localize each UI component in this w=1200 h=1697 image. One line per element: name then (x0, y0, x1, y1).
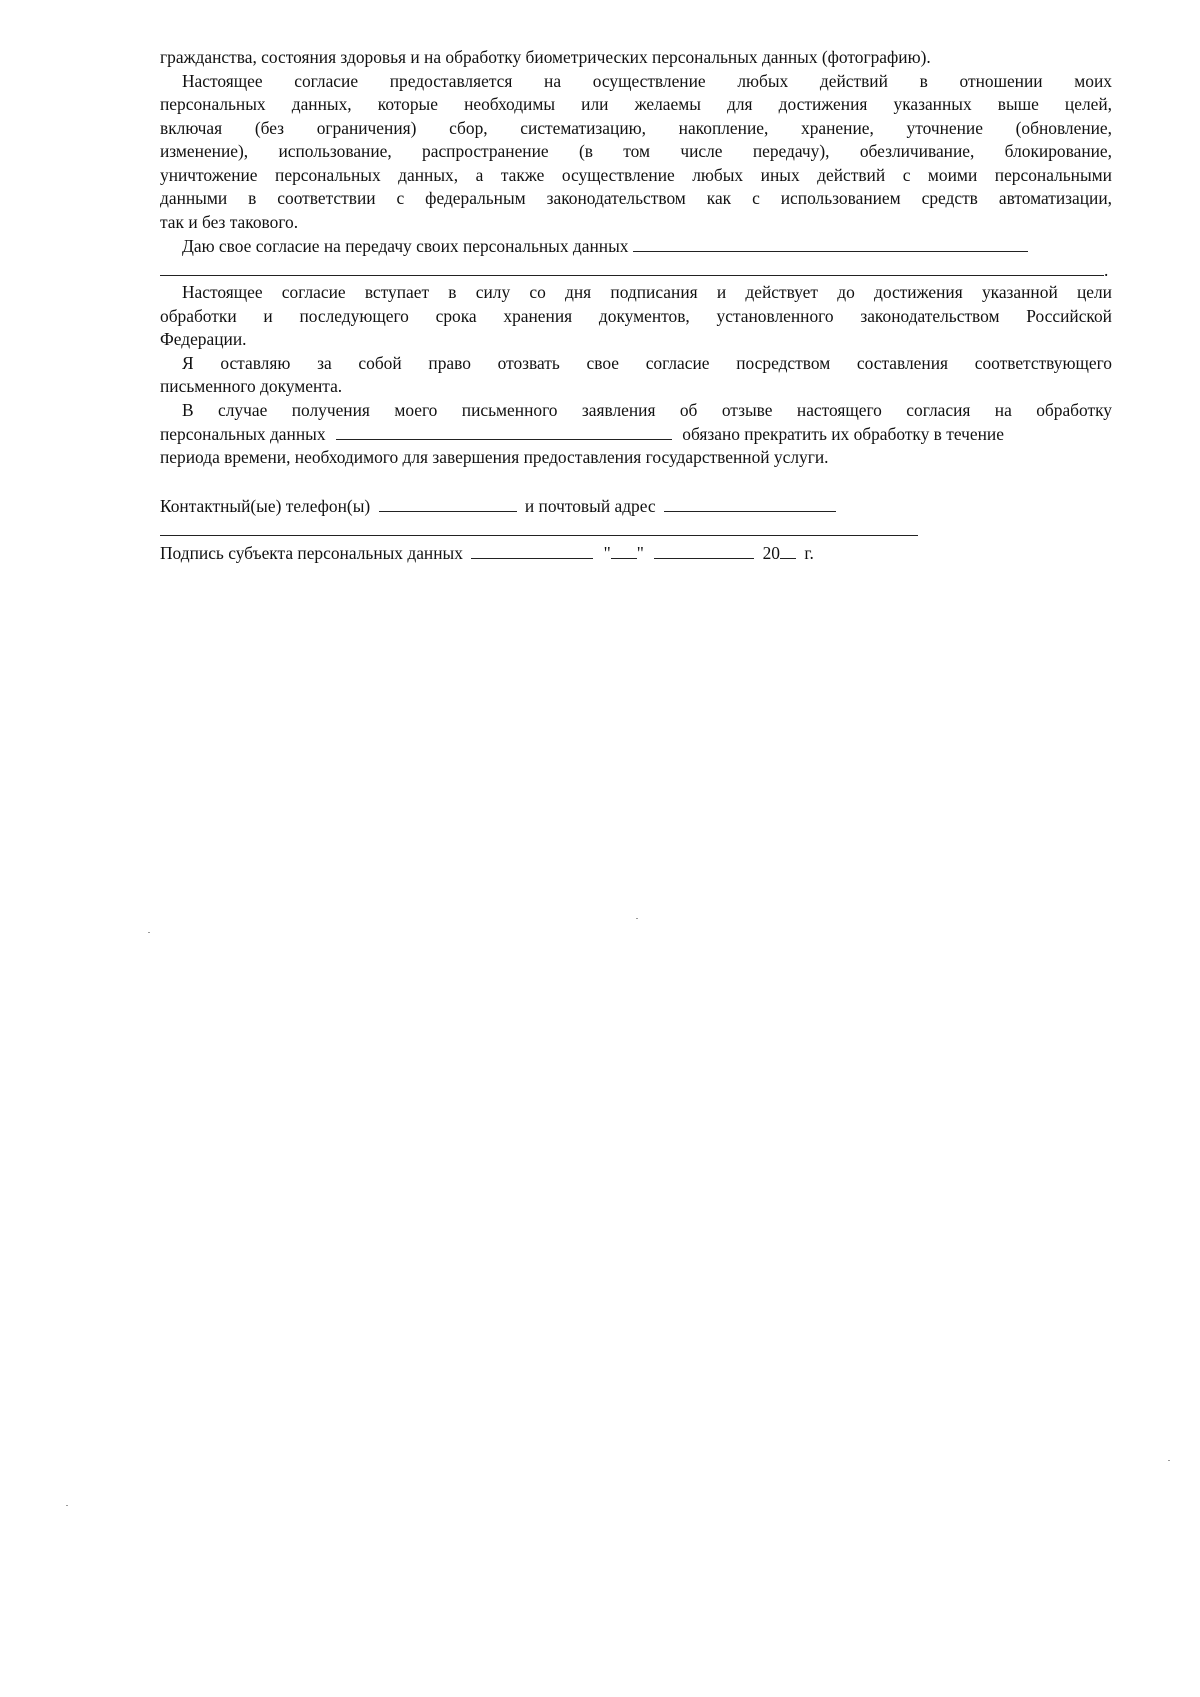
transfer-line-end: . (1104, 259, 1109, 280)
contact-line (160, 494, 1112, 518)
text-line: изменение), использование, распространение (в том числе передачу), обезличивание, блокирование, (160, 141, 1112, 161)
address-field-continued[interactable] (160, 518, 918, 536)
text-line: уничтожение персональных данных, а также осуществление любых иных действий с моими персональными (160, 164, 1112, 185)
date-month-field[interactable] (654, 541, 754, 559)
phone-label: Контактный(ые) телефон(ы) (160, 496, 371, 516)
text-line: гражданства, состояния здоровья и на обработку биометрических персональных данных (фотографию). (160, 47, 931, 67)
text-line: Федерации. (160, 329, 247, 349)
operator-name-field[interactable] (336, 422, 672, 440)
transfer-recipient-field-continued[interactable] (160, 258, 1104, 276)
text-line: В случае получения моего письменного заявления об отзыве настоящего согласия на обработку (182, 399, 1112, 420)
address-label: и почтовый адрес (524, 496, 656, 516)
text-line: Настоящее согласие предоставляется на осуществление любых действий в отношении моих (182, 70, 1112, 91)
text-line: письменного документа. (160, 376, 343, 396)
address-continuation-line (160, 518, 1112, 542)
text-line: данными в соответствии с федеральным законодательством как с использованием средств автоматизации, (160, 188, 1112, 208)
signature-field[interactable] (471, 541, 593, 559)
scan-speck (636, 918, 638, 919)
text-line: так и без такового. (160, 211, 299, 232)
text-line: обработки и последующего срока хранения документов, установленного законодательством Российской (160, 305, 1112, 326)
operator-line (160, 422, 1112, 446)
year-suffix: г. (804, 543, 814, 563)
transfer-consent-line (160, 234, 1112, 258)
scan-speck (66, 1505, 68, 1506)
signature-line (160, 541, 1112, 565)
phone-field[interactable] (379, 494, 517, 512)
text-line: периода времени, необходимого для завершения предоставления государственной услуги. (160, 446, 829, 467)
operator-obligation-text: обязано прекратить их обработку в течение (682, 424, 1004, 444)
text-line: Я оставляю за собой право отозвать свое согласие посредством составления соответствующего (182, 352, 1112, 373)
year-prefix: 20 (762, 543, 780, 563)
text-line: персональных данных, которые необходимы или желаемы для достижения указанных выше целей, (160, 94, 1112, 114)
scan-speck (1168, 1460, 1170, 1461)
text-line: Настоящее согласие вступает в силу со дня подписания и действует до достижения указанной цели (182, 282, 1112, 302)
quote-open: " (603, 543, 611, 563)
date-year-field[interactable] (780, 541, 796, 559)
scan-speck (148, 932, 150, 933)
transfer-recipient-continuation (160, 258, 1112, 282)
consent-text (160, 46, 1112, 565)
transfer-recipient-field[interactable] (633, 234, 1028, 252)
text-line: включая (без ограничения) сбор, систематизацию, накопление, хранение, уточнение (обновление, (160, 117, 1112, 138)
signature-label: Подпись субъекта персональных данных (160, 543, 463, 563)
operator-label: персональных данных (160, 424, 326, 444)
date-day-field[interactable] (611, 541, 637, 559)
quote-close: " (636, 543, 644, 563)
transfer-consent-label: Даю свое согласие на передачу своих персональных данных (182, 236, 629, 256)
address-field[interactable] (664, 494, 836, 512)
